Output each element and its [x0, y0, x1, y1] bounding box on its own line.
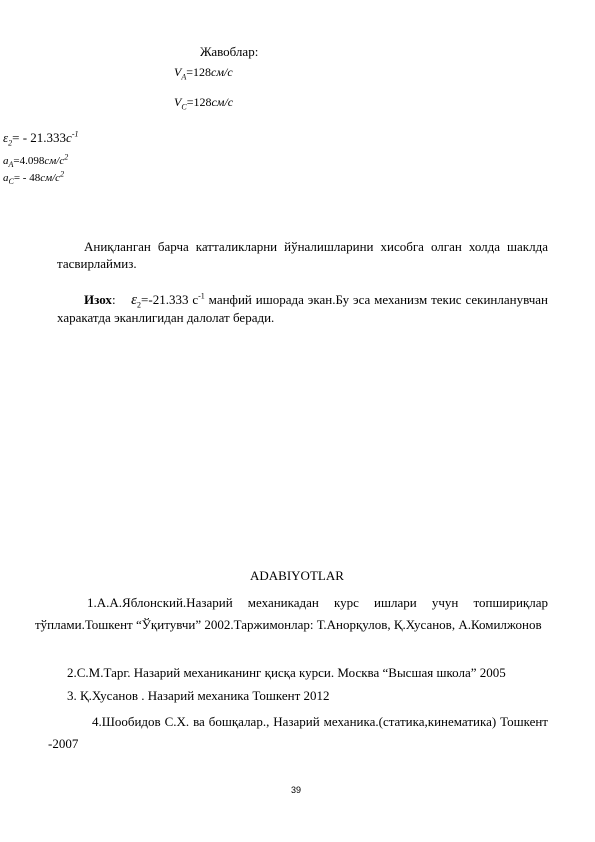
formula-sub: C [8, 177, 14, 187]
bibliography-item-2: 2.С.М.Тарг. Назарий механиканинг қисқа курси. Москва “Высшая школа” 2005 [67, 665, 506, 680]
formula-exp: 2 [64, 152, 69, 162]
note-value: =-21.333 c [141, 292, 199, 307]
formula-vc [174, 95, 233, 110]
formula-unit: см/с [211, 95, 234, 109]
formula-sub: A [181, 72, 187, 82]
bibliography-item-1: 1.А.А.Яблонский.Назарий механикадан курс ишлари учун топшириқлар тўплами.Тошкент “Ўқитувчи” 2002.Таржимонлар: Т.Анорқулов, Қ.Хусанов, А.Комилжонов [35, 595, 548, 632]
page-number: 39 [291, 785, 302, 795]
formula-expr: =128 [186, 95, 212, 109]
formula-va [174, 65, 233, 80]
epsilon-symbol: ε [131, 292, 138, 308]
formula-expr: =4.098 [13, 155, 45, 167]
formula-unit: см/с [40, 172, 61, 184]
formula-exp: -1 [71, 129, 79, 139]
bibliography-title: ADABIYOTLAR [250, 568, 344, 583]
bibliography-item-4: 4.Шообидов С.Х. ва бошқалар., Назарий механика.(статика,кинематика) Тошкент -2007 [48, 714, 548, 751]
formula-expr: = - 48 [13, 172, 41, 184]
formula-exp: 2 [60, 169, 65, 179]
formula-sub: 2 [8, 138, 13, 148]
formula-var: V [174, 65, 182, 79]
epsilon-sub: 2 [137, 300, 142, 310]
formula-unit: с [66, 130, 72, 145]
formula-unit: см/с [211, 65, 233, 79]
paragraph-description: Аниқланган барча катталикларни йўналишларини хисобга олган холда шаклда тасвирлаймиз. [57, 239, 548, 271]
formula-var: a [3, 172, 9, 184]
formula-sub: C [181, 102, 187, 112]
answers-title: Жавоблар: [200, 44, 259, 59]
formula-aa [3, 152, 69, 170]
formula-expr: = - 21.333 [12, 130, 67, 145]
note-value-exp: -1 [198, 291, 205, 301]
formula-expr: =128 [186, 65, 212, 79]
formula-var: V [174, 95, 182, 109]
note-label: Изох [84, 292, 112, 307]
note-colon: : [111, 292, 116, 307]
formula-sub: A [8, 160, 14, 170]
formula-epsilon [3, 130, 79, 146]
note-text: манфий ишорада экан.Бу эса механизм текис секинланувчан харакатда эканлигидан далолат беради. [57, 292, 549, 325]
formula-var: a [3, 155, 9, 167]
formula-unit: см/с [44, 155, 65, 167]
formula-var: ε [3, 130, 9, 145]
formula-ac [3, 169, 65, 187]
note-paragraph [57, 291, 548, 326]
bibliography-item-3: 3. Қ.Хусанов . Назарий механика Тошкент 2012 [67, 688, 330, 703]
